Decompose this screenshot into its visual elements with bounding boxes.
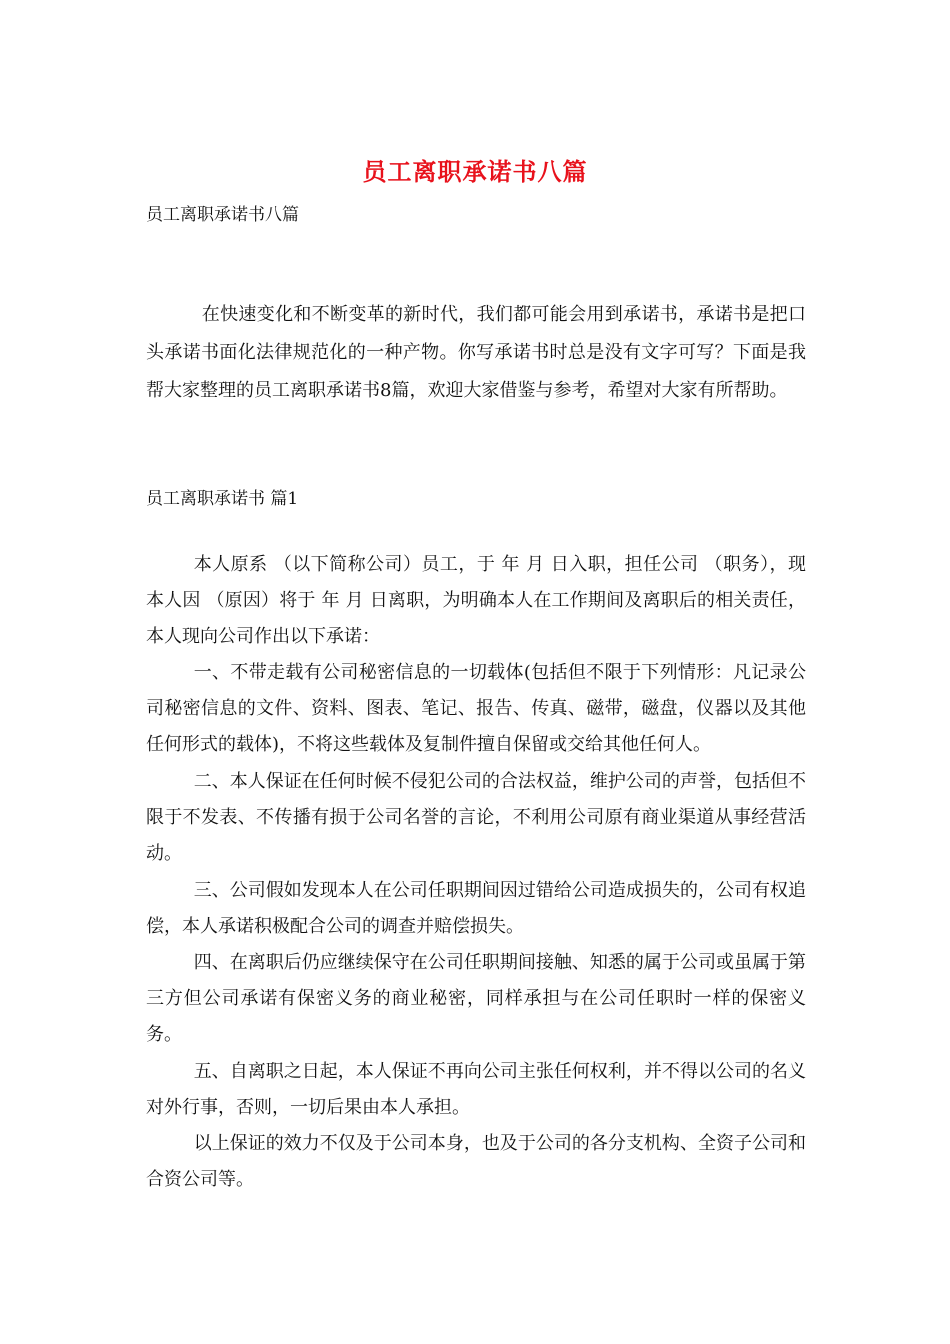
section-title: 员工离职承诺书 篇1 xyxy=(146,489,299,509)
body-paragraph-3: 二、本人保证在任何时候不侵犯公司的合法权益，维护公司的声誉，包括但不限于不发表、不传播有损于公司名誉的言论，不利用公司原有商业渠道从事经营活动。 xyxy=(146,771,806,864)
document-title: 员工离职承诺书八篇 xyxy=(362,157,588,186)
body-paragraph-2: 一、不带走载有公司秘密信息的一切载体(包括但不限于下列情形：凡记录公司秘密信息的文件、资料、图表、笔记、报告、传真、磁带，磁盘，仪器以及其他任何形式的载体)，不将这些载体及复制件擅自保留或交给其他任何人。 xyxy=(146,662,806,755)
intro-paragraph: 在快速变化和不断变革的新时代，我们都可能会用到承诺书，承诺书是把口头承诺书面化法律规范化的一种产物。你写承诺书时总是没有文字可写？下面是我帮大家整理的员工离职承诺书8篇，欢迎大家借鉴与参考，希望对大家有所帮助。 xyxy=(146,304,806,401)
document-subtitle: 员工离职承诺书八篇 xyxy=(146,205,299,225)
body-paragraph-7: 以上保证的效力不仅及于公司本身，也及于公司的各分支机构、全资子公司和合资公司等。 xyxy=(146,1133,806,1190)
body-paragraph-5: 四、在离职后仍应继续保守在公司任职期间接触、知悉的属于公司或虽属于第三方但公司承诺有保密义务的商业秘密，同样承担与在公司任职时一样的保密义务。 xyxy=(146,952,806,1045)
body-paragraph-6: 五、自离职之日起，本人保证不再向公司主张任何权利，并不得以公司的名义对外行事，否则，一切后果由本人承担。 xyxy=(146,1061,806,1118)
body-paragraph-4: 三、公司假如发现本人在公司任职期间因过错给公司造成损失的，公司有权追偿，本人承诺积极配合公司的调查并赔偿损失。 xyxy=(146,880,806,937)
body-paragraph-1: 本人原系 （以下简称公司）员工，于 年 月 日入职，担任公司 （职务），现本人因 （原因）将于 年 月 日离职，为明确本人在工作期间及离职后的相关责任，本人现向公司作出以下承诺： xyxy=(146,554,806,647)
